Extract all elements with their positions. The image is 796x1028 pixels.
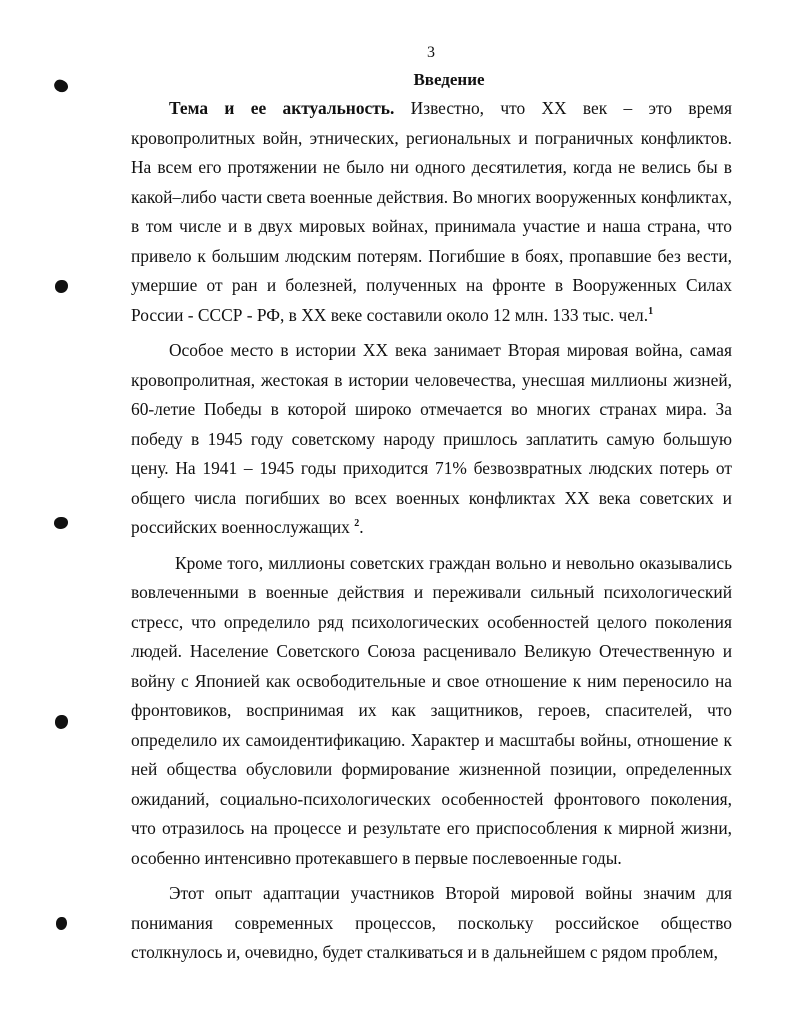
- paragraph-text: Кроме того, миллионы советских граждан вольно и невольно оказывались вовлеченными в военные действия и переживали сильный психологический стресс, что определило ряд психологических особенностей целого поколения людей. Население Советского Союза расценивало Великую Отечественную и войну с Японией как освободительные и свое отношение к ним переносило на фронтовиков, воспринимая их как защитников, героев, спасителей, что определило их самоидентификацию. Характер и масштабы войны, отношение к ней общества обусловили формирование жизненной позиции, определенных ожиданий, социально-психологических особенностей фронтового поколения, что отразилось на процессе и результате его приспособления к мирной жизни, особенно интенсивно протекавшего в первые послевоенные годы.: [131, 552, 732, 868]
- punch-hole-mark: [55, 715, 68, 729]
- paragraph: [131, 94, 732, 330]
- punch-hole-mark: [55, 280, 68, 293]
- paragraph-text: Особое место в истории XX века занимает Вторая мировая война, самая кровопролитная, жестокая в истории человечества, унесшая миллионы жизней, 60-летие Победы в которой широко отмечается во многих странах мира. За победу в 1945 году советскому народу пришлось заплатить самую большую цену. На 1941 – 1945 годы приходится 71% безвозвратных людских потерь от общего числа погибших во всех военных конфликтах XX века советских и российских военнослужащих: [131, 340, 732, 537]
- body-text: [131, 94, 732, 968]
- paragraph: [131, 336, 732, 543]
- paragraph-lead: Тема и ее актуальность.: [169, 98, 395, 118]
- footnote-marker: 2: [354, 518, 360, 529]
- paragraph-text: Этот опыт адаптации участников Второй мировой войны значим для понимания современных процессов, поскольку российское общество столкнулось и, очевидно, будет сталкиваться и в дальнейшем с рядом проблем,: [131, 883, 732, 962]
- paragraph: [131, 549, 732, 874]
- paragraph-tail: .: [359, 517, 364, 537]
- paragraph-text: Известно, что XX век – это время кровопролитных войн, этнических, региональных и пограничных конфликтов. На всем его протяжении не было ни одного десятилетия, когда не велись бы в какой–либо части света военные действия. Во многих вооруженных конфликтах, в том числе и в двух мировых войнах, принимала участие и наша страна, что привело к большим людским потерям. Погибшие в боях, пропавшие без вести, умершие от ран и болезней, полученных на фронте в Вооруженных Силах России - СССР - РФ, в XX веке составили около 12 млн. 133 тыс. чел.: [131, 98, 732, 325]
- section-heading: Введение: [413, 70, 485, 89]
- paragraph: [131, 879, 732, 968]
- footnote-marker: 1: [648, 305, 654, 317]
- page-number: 3: [427, 44, 435, 61]
- punch-hole-mark: [54, 517, 68, 529]
- punch-hole-mark: [56, 917, 67, 930]
